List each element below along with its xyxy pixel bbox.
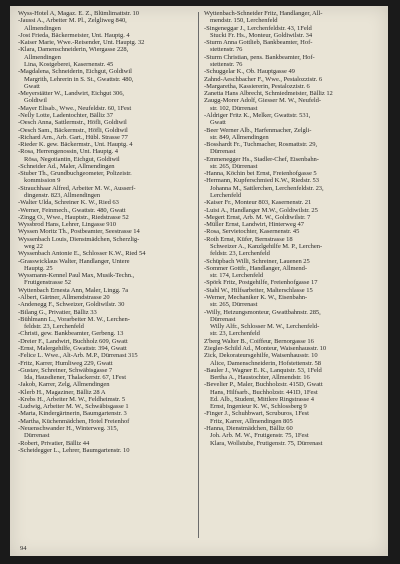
directory-entry: feldstr. 23, Lerchenfeld (210, 250, 270, 258)
directory-entry: -Hanna, Dienstmädchen, Bälliz 60 (204, 425, 293, 433)
directory-entry: -Jaussi A., Arbeiter M. Pl., Zelgliweg 840, (18, 17, 127, 25)
directory-entry: -Richard Arn., Arb. Gart., Hübl. Strasse 77 (18, 133, 128, 141)
column-divider (198, 12, 199, 538)
directory-entry: Wyss-Hotel A, Magaz. E. Z., Blümlimattstr. 10 (18, 10, 140, 17)
left-column (18, 10, 194, 454)
directory-entry: str. 265, Dürrenast (210, 162, 258, 170)
directory-entry: kommission 9 (24, 177, 61, 185)
directory-entry: Fritz, Karrer, Allmendingen 805 (210, 417, 293, 425)
directory-entry: Allmendingen (24, 53, 61, 61)
directory-entry: Hauptg. 25 (24, 264, 53, 272)
directory-entry: Joh. Arb. M. W., Frutigenstr. 75, 1Fest (210, 432, 309, 440)
directory-entry: str. 174, Lerchenfeld (210, 272, 264, 280)
directory-entry: -Oesch Anna, Sattlermstr., Höfli, Goldiwil (18, 119, 127, 127)
directory-entry: -Werner, Feinmech., Gwattstr. 480, Gwatt (18, 206, 126, 214)
directory-entry: dingenstr. 823, Allmendingen (24, 192, 101, 200)
directory-entry: -Meyerstätter W., Landwirt, Eichgut 306, (18, 90, 124, 98)
directory-entry: Lerchenfeld (210, 192, 242, 200)
directory-entry: -Bevelier P., Maler, Buchholzstr. 415D, Gwatt (204, 381, 323, 389)
directory-entry: -Margaretha, Kassiererin, Pestalozzistr. 6 (204, 82, 310, 90)
directory-entry: -Bosshardt Fr., Tuchmacher, Rosmattstr. 29, (204, 141, 318, 149)
directory-entry: -Magdalena, Schneiderin, Eichgut, Goldiwil (18, 68, 132, 76)
directory-entry: Frutigenstrasse 52 (24, 279, 71, 287)
directory-entry: -Stuber Th., Grundbuchgeometer, Polizeistr. (18, 170, 132, 178)
directory-entry: Wyttenbach-Schneider Fritz, Handlanger, All- (204, 10, 323, 17)
directory-entry: -Bühlmann L., Vorarbeiter M. W., Lerchen- (18, 315, 130, 323)
directory-entry: Gwatt (210, 119, 226, 127)
directory-entry: -Grasswicklaus Walter, Handlanger, Untere (18, 257, 130, 265)
directory-entry: -Kaiser Fr., Monteur 803, Kasernenstr. 21 (204, 199, 312, 207)
directory-entry: Gwatt (24, 82, 40, 90)
directory-entry: -Rosa, Servietochter, Kasernenstr. 45 (204, 228, 300, 236)
directory-entry: Stucki Fr. Hs., Monteur, Goldiwilstr. 34 (210, 31, 313, 39)
directory-entry: Ziegler-Schild Ad., Monteur, Waisenhausstr. 10 (204, 344, 327, 352)
directory-entry: Zick, Dekorateursgehilfe, Waisenhausstr. 10 (204, 352, 318, 360)
directory-entry: Lina, Kostgeberei, Kasernenstr. 45 (24, 60, 114, 68)
directory-entry: str. 102, Dürrenast (210, 104, 258, 112)
directory-entry: Ed. Alb., Student, Mittlere Ringstrasse 4 (210, 395, 314, 403)
directory-entry: -Krebs H., Arbeiter M. W., Feldheimstr. 5 (18, 395, 126, 403)
directory-entry: -Felice L. Wwe., Alt-Arb. M.P., Dürrenast 315 (18, 352, 138, 360)
directory-entry: Alice, Damenschneiderin, Hofstettenstr. 58 (210, 359, 321, 367)
directory-entry: -Sturm Christian, pens. Bankbeamter, Hof- (204, 53, 315, 61)
directory-entry: -Megert Ernst, Arb. M. W., Goldiwilstr. 7 (204, 213, 311, 221)
directory-entry: -Fritz, Karrer, Humliweg 229, Gwatt (18, 359, 113, 367)
directory-entry: -Roth Ernst, Küfer, Bernstrasse 18 (204, 235, 293, 243)
directory-entry: -Luisi A., Handlanger M.W., Goldiwilstr. 25 (204, 206, 318, 214)
directory-entry: -Hanna, Köchin bei Ernst, Freienhofgasse 5 (204, 170, 317, 178)
directory-entry: -Klerb H., Magaziner, Bälliz 28 A (18, 388, 106, 396)
directory-entry: Z'berg Walter B., Coiffeur, Bernorgasse 16 (204, 337, 314, 345)
directory-entry: -Singeneggar J., Lerchenfeldstr. 43, 1Feld (204, 24, 312, 32)
directory-entry: Wyssbrod Hans, Lehrer, Lingasse 910 (18, 221, 116, 229)
directory-entry: Wyssmann-Kennel Paul Max, Musik-Techn., (18, 272, 135, 280)
directory-entry: Wyssenbach Antonie E., Schlosser K.W., Ried 54 (18, 250, 146, 258)
directory-entry: -Ernst, Malergehilfe, Gwattstr. 394, Gwatt (18, 344, 127, 352)
directory-entry: -Mayer Elisab., Wwe., Neufeldstr. 60, 1Fest (18, 104, 132, 112)
directory-entry: -Robert, Privatier, Bälliz 44 (18, 439, 90, 447)
directory-entry: -Schuggelar K., Ob. Hauptgasse 49 (204, 68, 295, 76)
directory-entry: -Strauchhaar Alfred, Arbeiter M. W., Ausserf- (18, 184, 136, 192)
directory-entry: -Stahl W., Hilfsarbeiter, Malterschlasse 15 (204, 286, 313, 294)
directory-page (10, 6, 388, 556)
directory-entry: -Jakob, Karrer, Zelg, Allmendingen (18, 381, 110, 389)
directory-entry: Hans, Hilfsarb., Buchholzstr. 441D, 1Fest (210, 388, 318, 396)
directory-entry: feldstr. 23, Lerchenfeld (24, 323, 84, 331)
directory-entry: -Marta, Kindergärtnerin, Baumgartenstr. 3 (18, 410, 127, 418)
directory-entry: -Schüpbach Willi, Schreiner, Lauenen 25 (204, 257, 310, 265)
directory-entry: Willy Alfr., Schlosser M. W., Lerchenfeld- (210, 323, 320, 331)
directory-entry: str. 265, Dürrenast (210, 301, 258, 309)
directory-entry: -Willy, Heizungsmonteur, Gwattbahnstr. 285, (204, 308, 321, 316)
directory-entry: -Finger J., Schuhbwart, Scruburos, 1Fest (204, 410, 309, 418)
directory-entry: Ida, Hausdiener, Thalackerstr. 67, 1Fest (24, 374, 126, 382)
directory-entry: -Walter Ulda, Schreiner K. W., Ried 63 (18, 199, 119, 207)
directory-entry: Rösa, Negotiantin, Eichgut, Goldiwil (24, 155, 120, 163)
directory-entry: Allmendingen (24, 24, 61, 32)
directory-entry: Zanetta Hans Albrecht, Schmiedmeister, Bälliz 12 (204, 90, 333, 98)
directory-entry: -Rosa, Herrengenossin, Unt. Hauptg. 4 (18, 148, 118, 156)
directory-entry: -Emmenegger Hs., Stadler-Chef, Eisenbahn- (204, 155, 319, 163)
page-number: 94 (20, 545, 27, 552)
directory-entry: -Christi, gew. Bankbeamter, Gerbeng. 13 (18, 330, 124, 338)
directory-entry: -Zingg O., Wwe., Hauptstr., Riedstrasse 52 (18, 213, 129, 221)
directory-entry: Johanna M., Sattlerchen, Lerchenfeldstr. 23, (210, 184, 324, 192)
directory-entry: -Scheidegger L., Lehrer, Baumgartenstr. 10 (18, 446, 130, 454)
directory-entry: -Nelly Lotte, Ladentochter, Bälliz 37 (18, 111, 113, 119)
directory-entry: Ernst, Ingenieur K. W., Schlossberg 9 (210, 403, 307, 411)
directory-entry: -Rieder K. gew. Bäckermstr., Unt. Hauptg. 4 (18, 141, 133, 149)
directory-entry: stettenstr. 76 (210, 46, 243, 54)
directory-entry: stettenstr. 76 (210, 60, 243, 68)
directory-entry: weg 22 (24, 243, 43, 250)
directory-entry: -Neuenschwander H., Winterweg. 315, (18, 425, 119, 433)
directory-entry: -Spörk Fritz, Postgehilfe, Freienhofgasse 17 (204, 279, 318, 287)
directory-entry: Margrith, Lehrerin in S. St., Gwattstr. 480, (24, 75, 134, 83)
directory-entry: Schweizer A., Kanzlgehilfe M. P., Lerchen- (210, 243, 323, 250)
directory-entry: -Hermann, Kupferschmied K.W., Riedstr. 53 (204, 177, 319, 185)
directory-entry: -Ludwig, Arbeiter M. W., Schwäbisgasse 1 (18, 403, 129, 411)
directory-entry: Bertha A., Haustochter, Allmendstr. 16 (210, 374, 310, 382)
directory-entry: Zaugg-Morer Adolf, Giesser M. W., Neufeld- (204, 97, 321, 105)
directory-entry: Zahnd-Aeschbacher F., Wwe., Pestalozzistr. 6 (204, 75, 323, 83)
directory-entry: mendstr. 150, Lerchenfeld (210, 17, 278, 25)
directory-entry: -Dreier F., Landwirt, Buchholz 609, Gwatt (18, 337, 128, 345)
directory-entry: -Müller Ernst, Landwirt, Hinterweg 47 (204, 221, 304, 229)
directory-entry: Klara, Wollstube, Frutigenstr. 75, Dürrenast (210, 439, 323, 447)
directory-entry: -Albert, Gärtner, Allmendstrasse 20 (18, 293, 110, 301)
directory-entry: Wyssenbach Louis, Dienstmädchen, Scherzlig- (18, 235, 140, 243)
directory-entry: Dürrenast (210, 148, 236, 156)
directory-entry: -Sturm Anna Gottlieb, Bankbeamter, Hof- (204, 39, 313, 47)
directory-entry: -Martha, Küchenmädchen, Hotel Freienhof (18, 417, 130, 425)
directory-entry: str. 849, Allmendingen (210, 133, 269, 141)
directory-entry: -Klara, Damenschneiderin, Wiergasse 228, (18, 46, 129, 54)
directory-entry: str. 23, Lerchenfeld (210, 330, 260, 338)
directory-entry: -Andenegg F., Schweizer, Goldiwilstr. 30 (18, 301, 125, 309)
directory-entry: -Kaiser Marie, Wwe.-Reisender, Unt. Hauptg. 32 (18, 39, 145, 47)
directory-entry: Wyttenbach Ernesta Ann, Maler, Lingg. 7a (18, 286, 129, 294)
directory-entry: -Jost Frieda, Bäckermeister, Unt. Hauptg. 4 (18, 31, 130, 39)
directory-entry: -Beer Werner Alb., Harfenmacher, Zelgli- (204, 126, 312, 134)
right-column (204, 10, 380, 447)
directory-entry: -Bilang G., Privatier, Bälliz 33 (18, 308, 97, 316)
directory-entry: -Bauler J., Wagner E. K., Lanquistr. 53, 1Feld (204, 366, 322, 374)
directory-entry: Dürrenast (24, 432, 50, 440)
directory-entry: Wyssen Moritz Th., Postbeamter, Seestrasse 14 (18, 228, 140, 236)
directory-entry: -Sommer Gottfr., Handlanger, Allmend- (204, 264, 307, 272)
directory-entry: Dürrenast (210, 315, 236, 323)
directory-entry: Goldiwil (24, 97, 47, 105)
directory-entry: -Oesch Sam., Bäckermstr., Höfli, Goldiwil (18, 126, 128, 134)
directory-entry: -Schneider Ad., Maler, Allmendingen (18, 162, 115, 170)
directory-entry: -Aldriger Fritz K., Melker, Gwattstr. 531, (204, 111, 311, 119)
directory-entry: -Gustav, Schreiner, Schwäbisgasse 7 (18, 366, 113, 374)
directory-entry: -Werner, Mechaniker K. W., Eisenbahn- (204, 293, 308, 301)
